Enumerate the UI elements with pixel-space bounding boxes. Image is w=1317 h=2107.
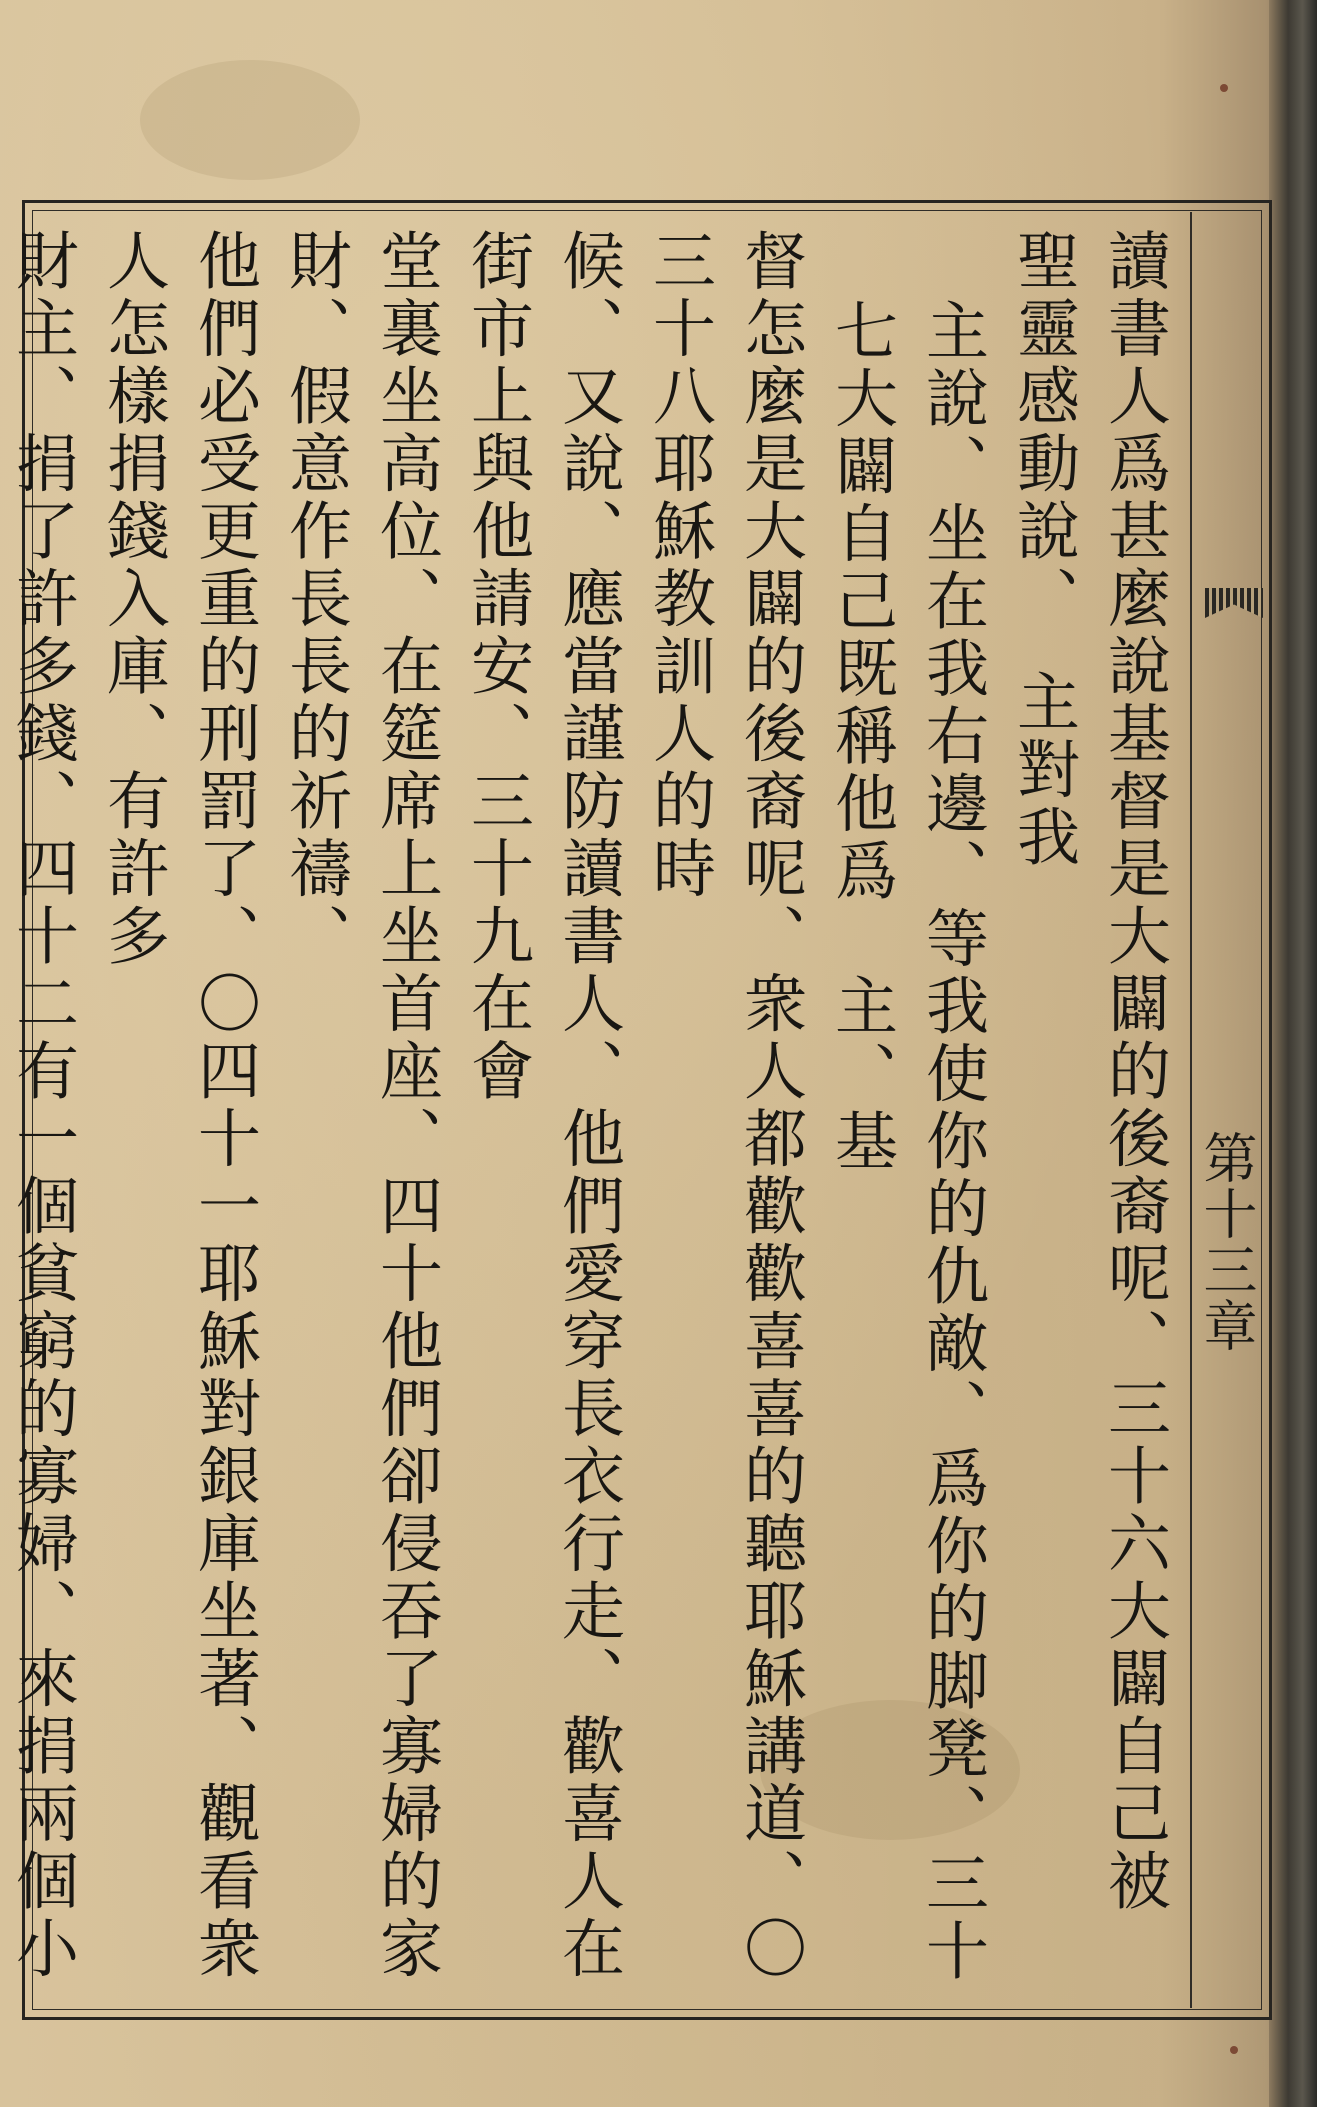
running-header-chapter: 第十三章: [1195, 1130, 1258, 1354]
text-column: 他們必受更重的刑罰了、〇四十一耶穌對銀庫坐著、觀看衆人怎樣捐錢入庫、有許多: [97, 228, 261, 1983]
paper-spot: [1220, 84, 1228, 92]
header-divider: [1190, 212, 1192, 2008]
text-column: 讀書人爲甚麼說基督是大闢的後裔呢、三十六大闢自己被 聖靈感動說、 主對我: [1007, 228, 1171, 1983]
text-column: 候、又說、應當謹防讀書人、他們愛穿長衣行走、歡喜人在街市上與他請安、三十九在會: [461, 228, 625, 1983]
text-column: 督怎麼是大闢的後裔呢、衆人都歡歡喜喜的聽耶穌講道、〇三十八耶穌教訓人的時: [643, 228, 807, 1983]
text-column: 財主、捐了許多錢、四十二有一個貧窮的寡婦、來捐兩個小: [6, 228, 79, 1983]
text-column: 堂裏坐高位、在筵席上坐首座、四十他們卻侵吞了寡婦的家財、假意作長長的祈禱、: [279, 228, 443, 1983]
paper-spot: [1230, 2046, 1238, 2054]
book-binding-edge: [1269, 0, 1317, 2107]
text-column: 主說、坐在我右邊、等我使你的仇敵、爲你的脚凳、三十七大闢自己既稱他爲 主、基: [825, 298, 989, 1986]
scripture-text: [6, 228, 1180, 1998]
paper-stain: [140, 60, 360, 180]
